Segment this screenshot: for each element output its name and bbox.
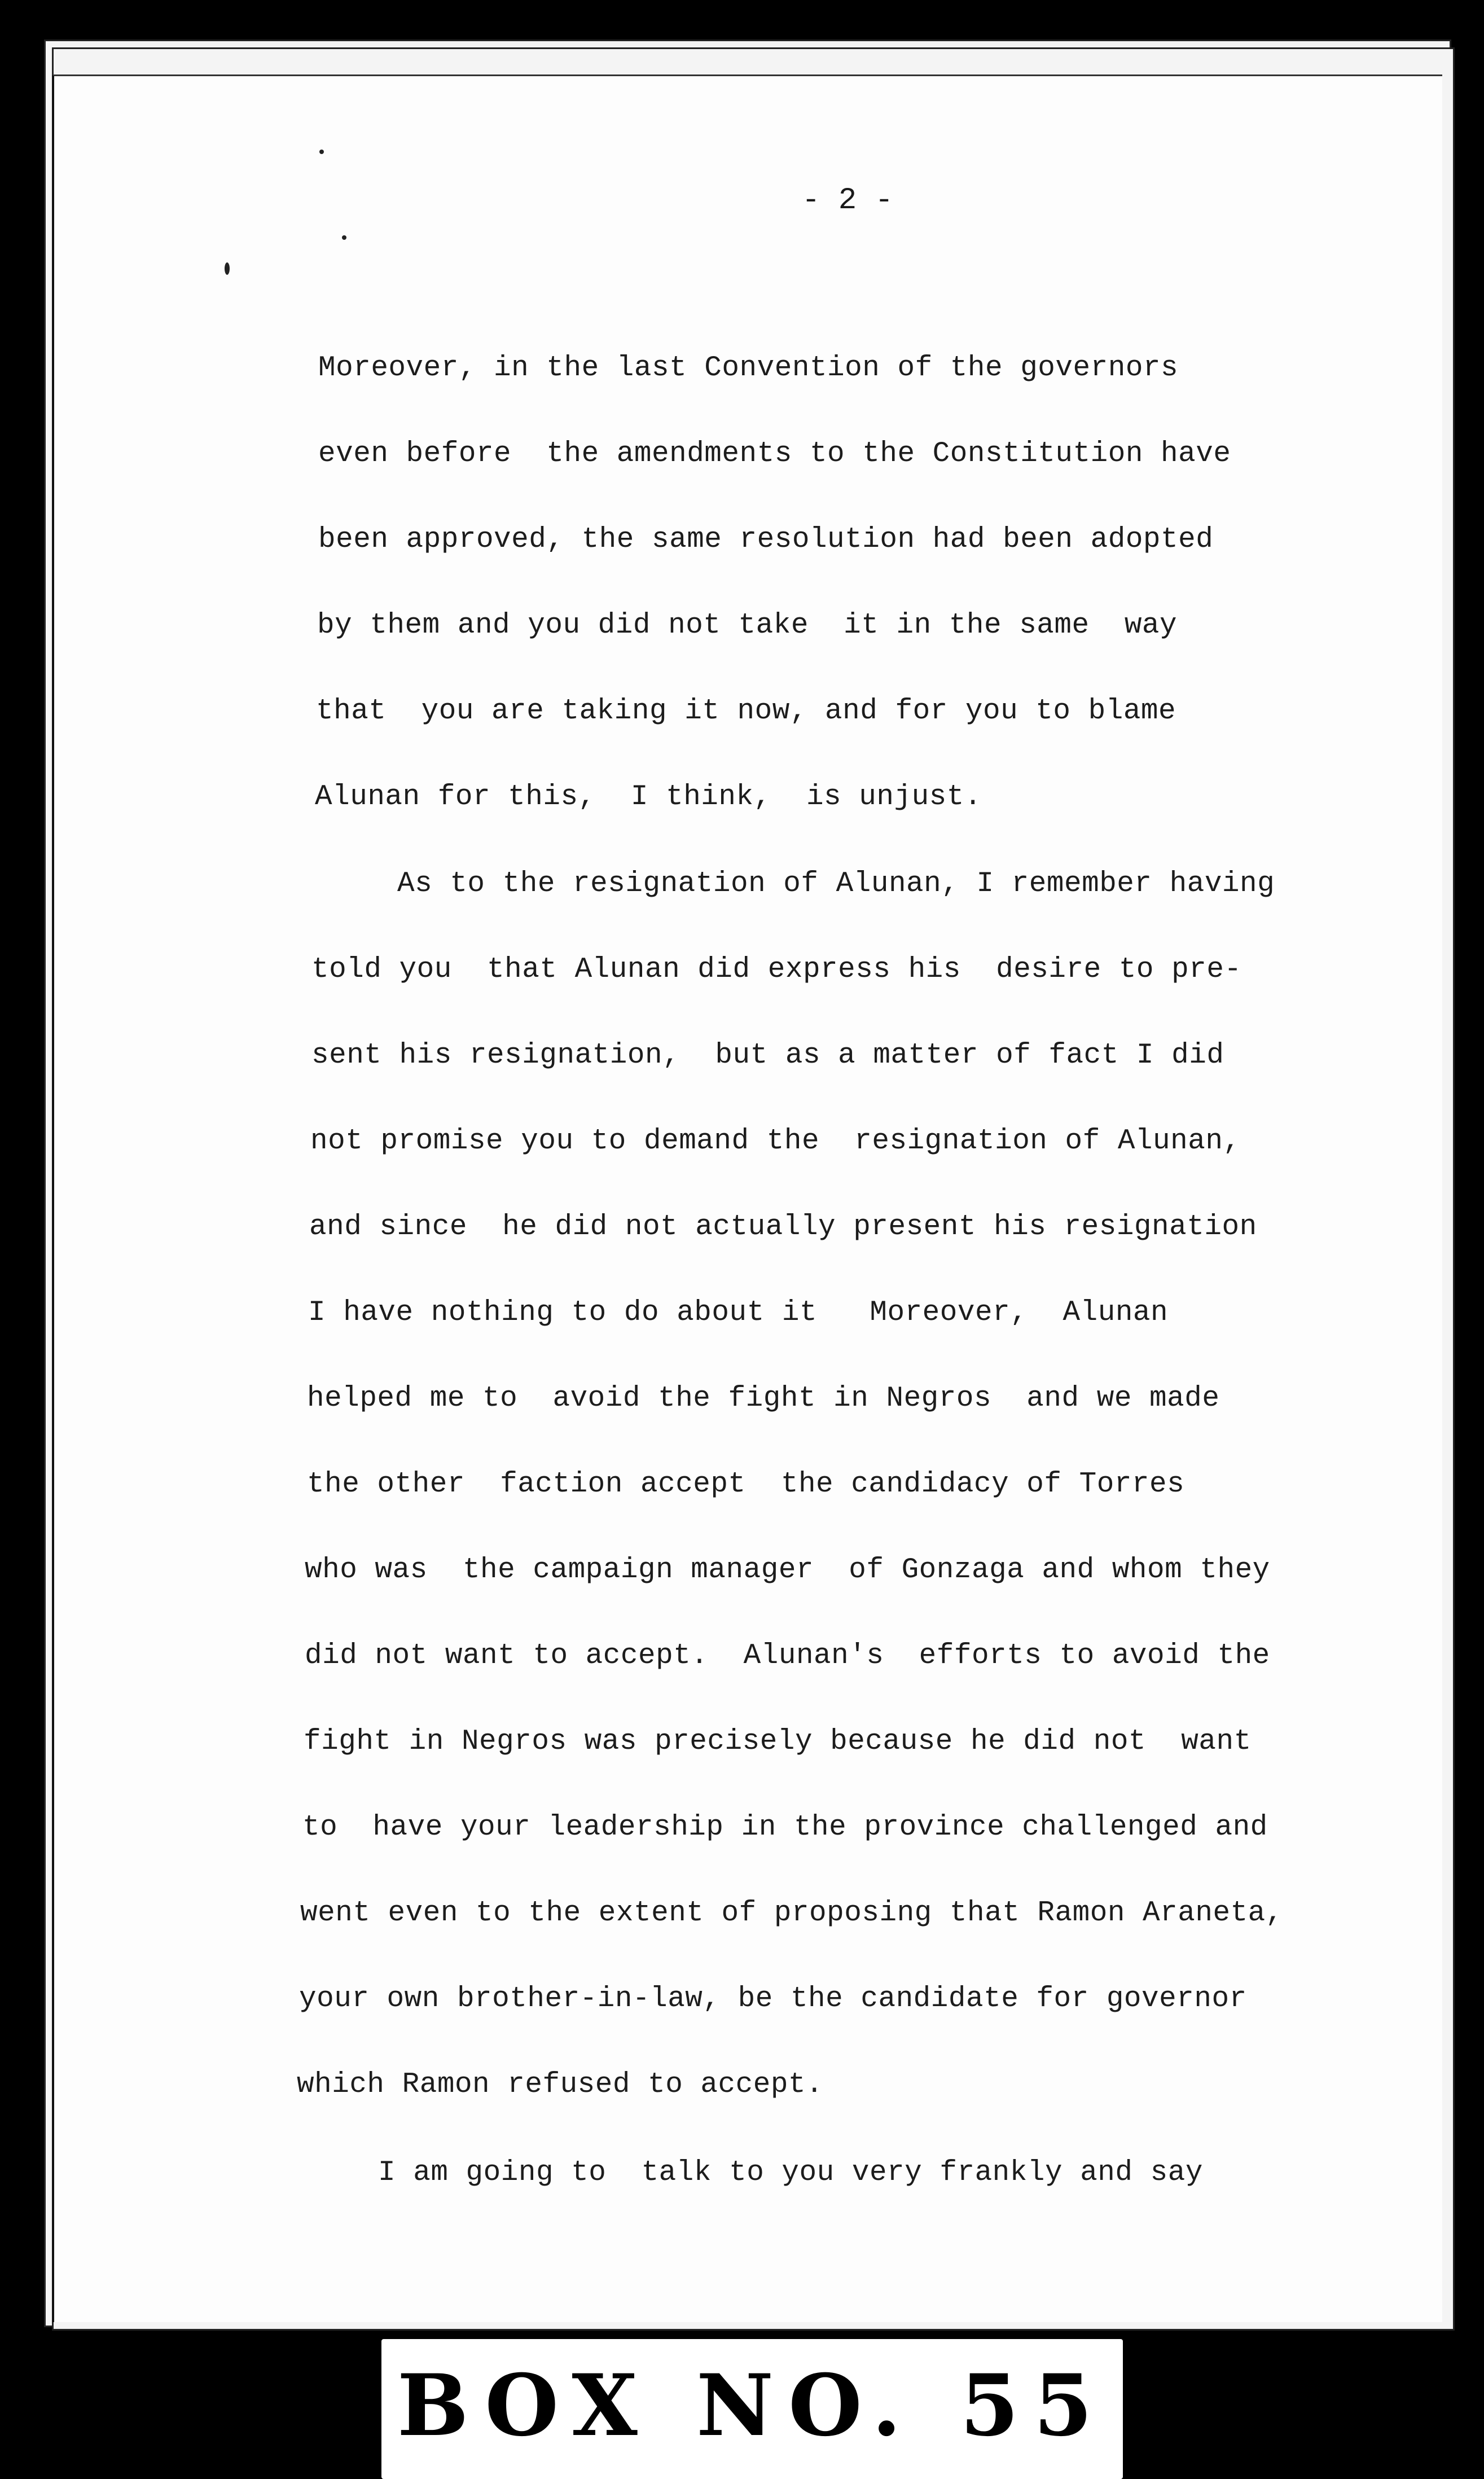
text-line: to have your leadership in the province challenged and bbox=[302, 1811, 1268, 1844]
box-label-text: BOX NO. 55 bbox=[397, 2356, 1108, 2455]
text-line: Alunan for this, I think, is unjust. bbox=[315, 781, 982, 813]
text-line: even before the amendments to the Constitution have bbox=[318, 438, 1231, 470]
page-number: - 2 - bbox=[801, 183, 894, 218]
text-line: and since he did not actually present his resignation bbox=[309, 1211, 1257, 1243]
text-line: sent his resignation, but as a matter of fact I did bbox=[311, 1039, 1224, 1072]
paper-speck bbox=[319, 150, 324, 154]
text-line: the other faction accept the candidacy of Torres bbox=[307, 1468, 1185, 1500]
text-line: did not want to accept. Alunan's efforts to avoid the bbox=[305, 1640, 1270, 1672]
text-line: helped me to avoid the fight in Negros and we made bbox=[307, 1383, 1220, 1415]
text-line: I have nothing to do about it Moreover, Alunan bbox=[308, 1297, 1169, 1329]
box-label bbox=[381, 2339, 1123, 2479]
document-page bbox=[52, 74, 1442, 2322]
text-line: not promise you to demand the resignation of Alunan, bbox=[310, 1125, 1241, 1157]
paper-speck bbox=[225, 262, 230, 275]
letter-body bbox=[54, 76, 1442, 2322]
text-line: by them and you did not take it in the same way bbox=[317, 609, 1178, 642]
text-line: your own brother-in-law, be the candidate for governor bbox=[299, 1983, 1247, 2015]
text-line: As to the resignation of Alunan, I remember having bbox=[397, 868, 1275, 900]
text-line: been approved, the same resolution had been adopted bbox=[318, 524, 1214, 556]
text-line: that you are taking it now, and for you to blame bbox=[316, 695, 1176, 727]
paper-speck bbox=[342, 235, 346, 240]
text-line: Moreover, in the last Convention of the governors bbox=[318, 352, 1179, 384]
text-line: I am going to talk to you very frankly and say bbox=[378, 2157, 1203, 2189]
text-line: told you that Alunan did express his desire to pre- bbox=[311, 954, 1242, 986]
text-line: who was the campaign manager of Gonzaga and whom they bbox=[305, 1554, 1270, 1586]
text-line: which Ramon refused to accept. bbox=[297, 2069, 824, 2101]
text-line: went even to the extent of proposing that Ramon Araneta, bbox=[300, 1897, 1283, 1929]
text-line: fight in Negros was precisely because he did not want bbox=[304, 1726, 1252, 1758]
